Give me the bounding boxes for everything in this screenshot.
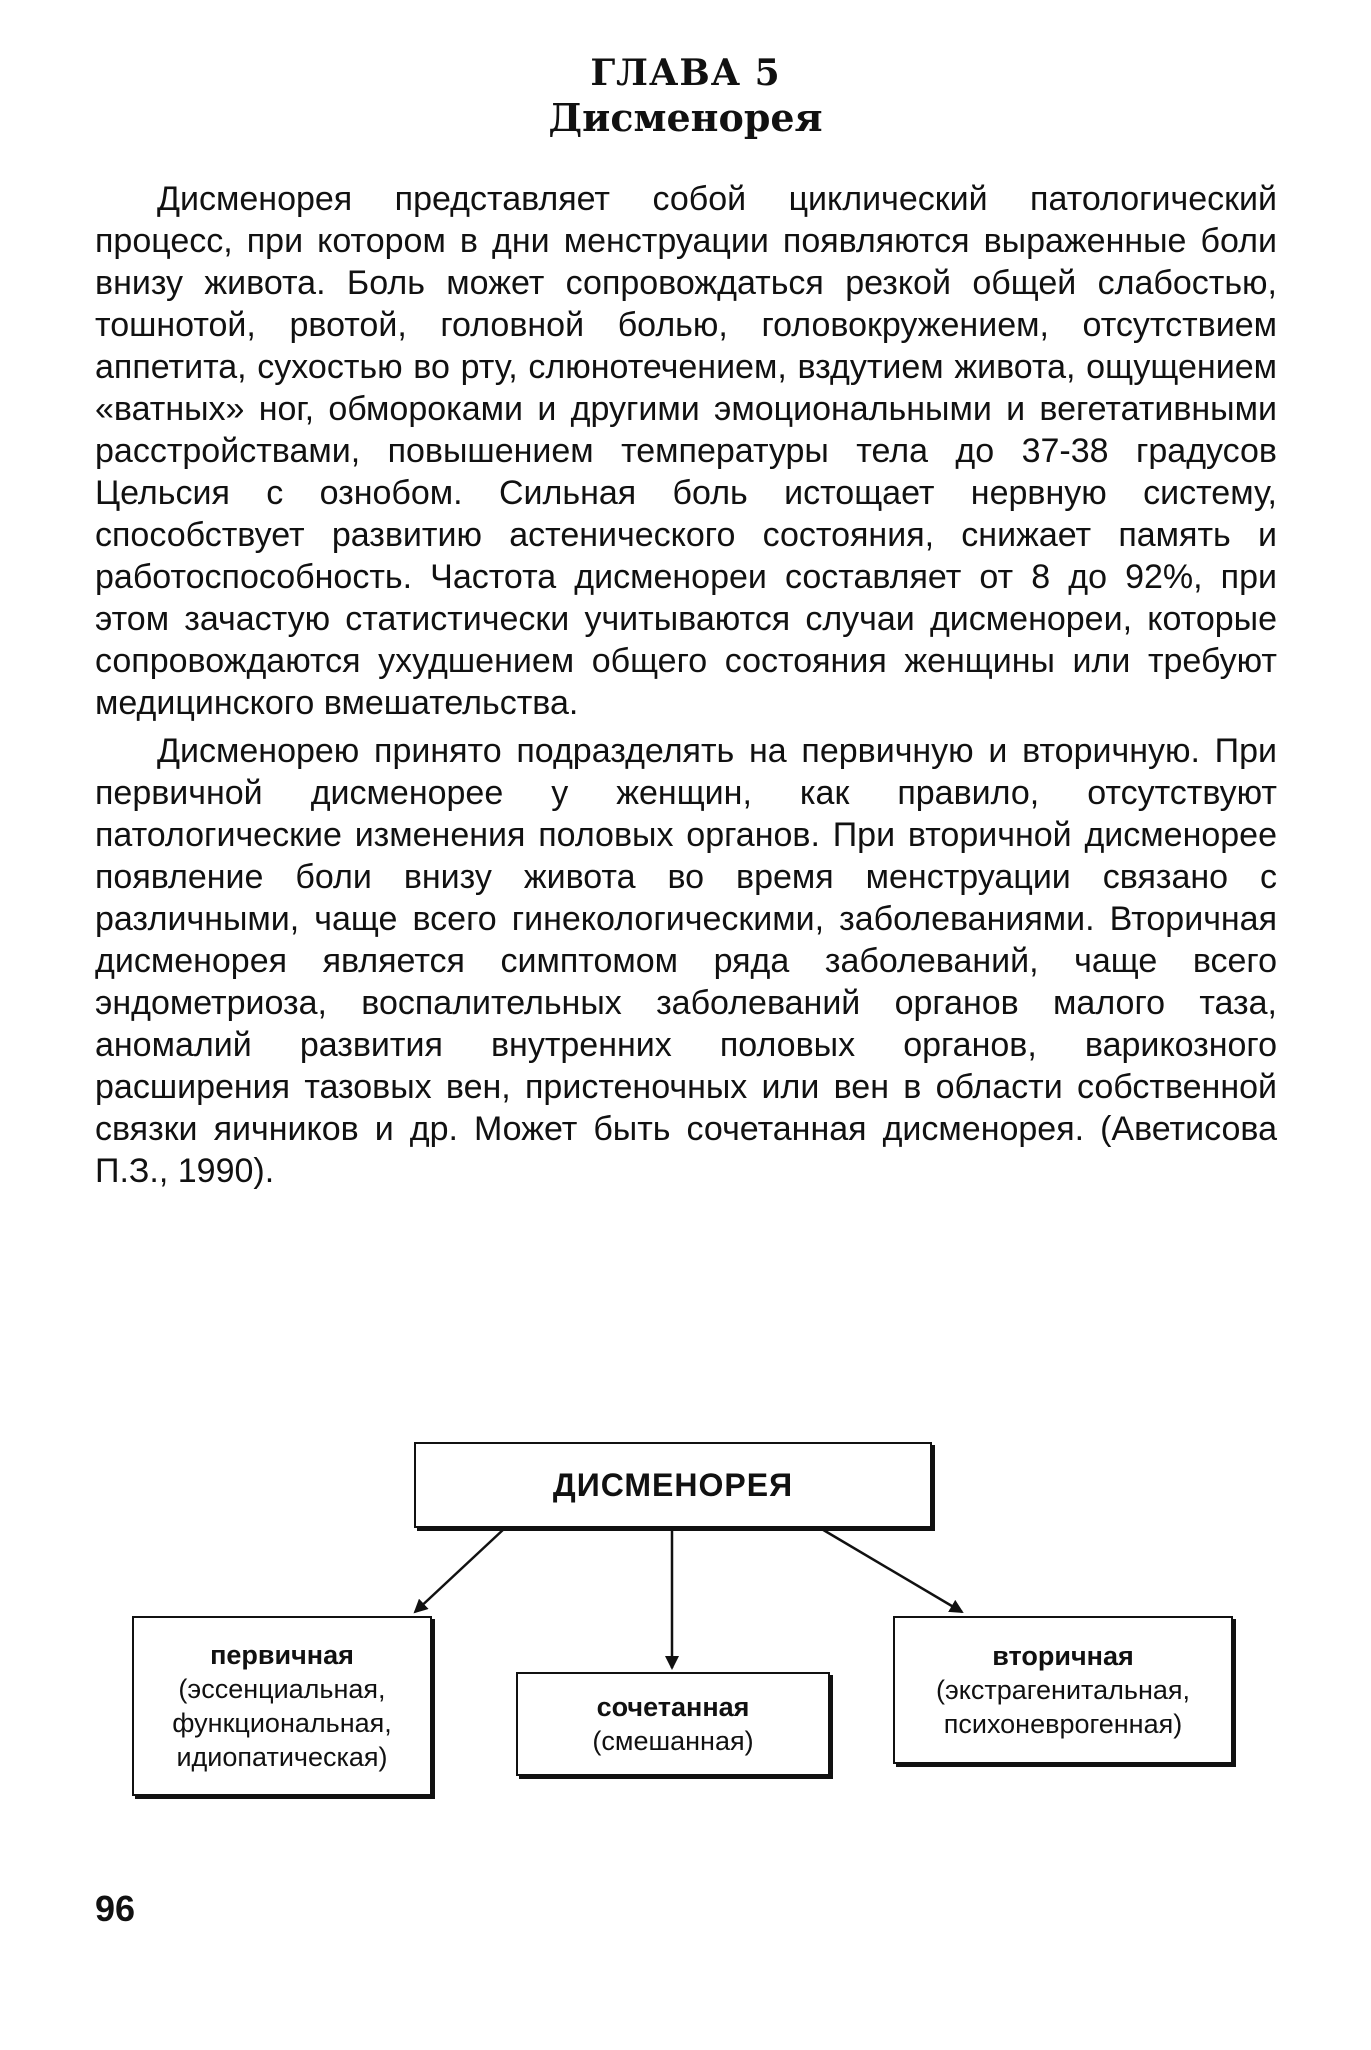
combined-title: сочетанная — [596, 1692, 750, 1722]
chapter-number: ГЛАВА 5 — [590, 52, 781, 94]
chapter-title: Дисменорея — [548, 95, 823, 141]
secondary-line-1: (экстрагенитальная, — [936, 1675, 1190, 1705]
arrow-to-secondary — [820, 1528, 962, 1612]
secondary-title: вторичная — [992, 1641, 1134, 1671]
primary-line-3: идиопатическая) — [176, 1742, 388, 1772]
diagram-primary-box — [132, 1616, 432, 1796]
primary-line-1: (эссенциальная, — [178, 1674, 386, 1704]
arrow-to-primary — [415, 1528, 505, 1612]
chapter-header — [0, 52, 1371, 141]
combined-line-1: (смешанная) — [592, 1726, 754, 1756]
paragraph-2: Дисменорею принято подразделять на первичную и вторичную. При первичной дисменорее у женщин, как правило, отсутствуют патологические изменения половых органов. При вторичной дисменорее появление боли внизу живота во время менструации связано с различными, чаще всего гинекологическими, заболеваниями. Вторичная дисменорея является симптомом ряда заболеваний, чаще всего эндометриоза, воспалительных заболеваний органов малого таза, аномалий развития внутренних половых органов, варикозного расширения тазовых вен, пристеночных или вен в области собственной связки яичников и др. Может быть сочетанная дисменорея. (Аветисова П.З., 1990). — [95, 732, 1277, 1190]
primary-line-2: функциональная, — [172, 1708, 392, 1738]
diagram-root-box — [414, 1442, 932, 1528]
diagram-secondary-box — [893, 1616, 1233, 1764]
secondary-line-2: психоневрогенная) — [943, 1709, 1183, 1739]
diagram-combined-box — [516, 1672, 830, 1776]
body-text — [95, 178, 1277, 1198]
primary-title: первичная — [210, 1640, 354, 1670]
paragraph-1: Дисменорея представляет собой циклический патологический процесс, при котором в дни менструации появляются выраженные боли внизу живота. Боль может сопровождаться резкой общей слабостью, тошнотой, рвотой, головной болью, головокружением, отсутствием аппетита, сухостью во рту, слюнотечением, вздутием живота, ощущением «ватных» ног, обмороками и другими эмоциональными и вегетативными расстройствами, повышением температуры тела до 37-38 градусов Цельсия с ознобом. Сильная боль истощает нервную систему, способствует развитию астенического состояния, снижает память и работоспособность. Частота дисменореи составляет от 8 до 92%, при этом зачастую статистически учитываются случаи дисменореи, которые сопровождаются ухудшением общего состояния женщины или требуют медицинского вмешательства. — [95, 180, 1277, 722]
page-number: 96 — [95, 1888, 136, 1929]
diagram-root-label: ДИСМЕНОРЕЯ — [552, 1467, 794, 1503]
